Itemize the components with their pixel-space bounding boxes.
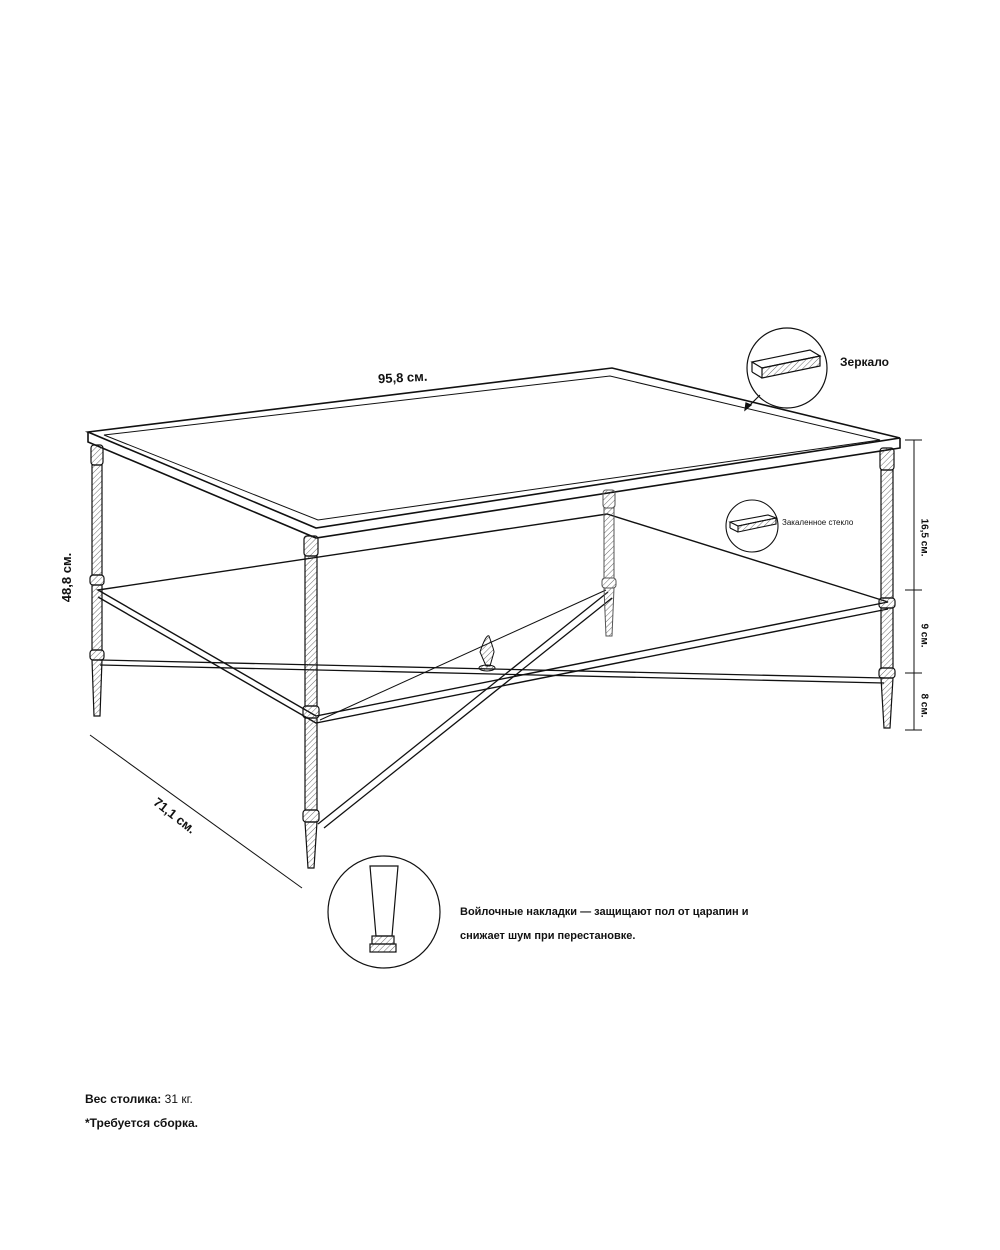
felt-pad-detail-callout bbox=[328, 856, 440, 968]
assembly-note: *Требуется сборка. bbox=[85, 1116, 199, 1130]
leg-front-right bbox=[303, 536, 319, 868]
tempered-glass-label: Закаленное стекло bbox=[782, 518, 854, 527]
leg-middle-section-label: 9 см. bbox=[918, 623, 930, 648]
leg-back-right bbox=[879, 448, 895, 728]
glass-detail-callout bbox=[726, 500, 778, 552]
depth-dimension-label: 71,1 см. bbox=[150, 794, 199, 837]
table-top bbox=[88, 368, 900, 538]
leg-front-left bbox=[90, 445, 104, 716]
width-dimension-label: 95,8 см. bbox=[377, 368, 428, 387]
leg-bottom-section-label: 8 см. bbox=[918, 693, 930, 718]
mirror-label: Зеркало bbox=[840, 355, 889, 369]
footer-notes bbox=[85, 1087, 198, 1135]
weight-line bbox=[85, 1087, 198, 1111]
leg-back-middle bbox=[602, 490, 616, 636]
mirror-detail-callout bbox=[745, 328, 827, 410]
weight-value: 31 кг. bbox=[164, 1092, 193, 1106]
weight-label: Вес столика: bbox=[85, 1092, 162, 1106]
cross-stretchers bbox=[100, 592, 884, 828]
felt-pads-description: Войлочные накладки — защищают пол от царапин и снижает шум при перестановке. bbox=[460, 906, 749, 942]
leg-top-section-label: 16,5 см. bbox=[918, 518, 930, 557]
height-dimension-label: 48,8 см. bbox=[59, 552, 75, 603]
